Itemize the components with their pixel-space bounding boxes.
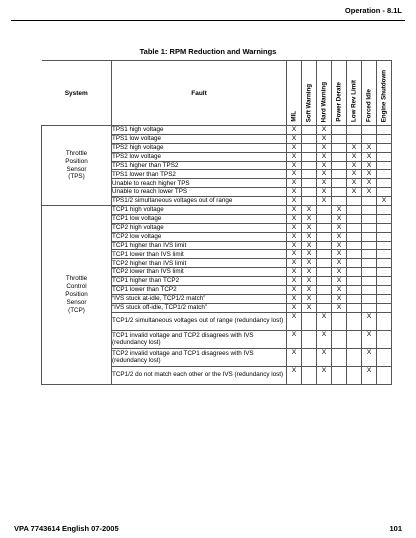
table-title: Table 1: RPM Reduction and Warnings [139, 47, 277, 56]
mark-cell: X [287, 126, 302, 135]
fault-cell: TCP1 higher than TCP2 [112, 277, 287, 286]
mark-cell [332, 161, 347, 170]
mark-cell [347, 259, 362, 268]
fault-cell: TPS1 lower than TPS2 [112, 170, 287, 179]
mark-cell: X [287, 277, 302, 286]
mark-cell: X [362, 179, 377, 188]
mark-cell [347, 268, 362, 277]
fault-cell: TCP1 lower than TCP2 [112, 286, 287, 295]
mark-cell: X [362, 170, 377, 179]
fault-cell: TCP1 lower than IVS limit [112, 250, 287, 259]
mark-cell [347, 348, 362, 366]
mark-cell: X [287, 286, 302, 295]
table-row [42, 206, 392, 215]
fault-cell: TCP2 higher than IVS limit [112, 259, 287, 268]
mark-cell [332, 134, 347, 143]
mark-cell [347, 250, 362, 259]
mark-cell: X [317, 366, 332, 384]
mark-cell [377, 134, 392, 143]
fault-cell: Unable to reach higher TPS [112, 179, 287, 188]
mark-cell [302, 348, 317, 366]
mark-cell [362, 250, 377, 259]
mark-cell [362, 268, 377, 277]
mark-cell: X [347, 152, 362, 161]
mark-cell [332, 366, 347, 384]
mark-cell: X [302, 232, 317, 241]
mark-cell: X [287, 250, 302, 259]
mark-cell: X [287, 179, 302, 188]
mark-cell [332, 312, 347, 330]
mark-cell [317, 294, 332, 303]
mark-cell [332, 143, 347, 152]
header-low-rev-limit: Low Rev Limit [347, 61, 362, 126]
mark-cell [332, 197, 347, 206]
fault-cell: TCP2 low voltage [112, 232, 287, 241]
mark-cell: X [287, 348, 302, 366]
mark-cell [362, 134, 377, 143]
mark-cell: X [317, 197, 332, 206]
mark-cell: X [287, 214, 302, 223]
mark-cell: X [317, 170, 332, 179]
mark-cell [347, 277, 362, 286]
mark-cell [347, 294, 362, 303]
mark-cell: X [287, 188, 302, 197]
mark-cell: X [362, 143, 377, 152]
mark-cell: X [287, 259, 302, 268]
fault-cell: TCP1 low voltage [112, 214, 287, 223]
mark-cell [302, 312, 317, 330]
mark-cell: X [332, 206, 347, 215]
header-fault: Fault [112, 61, 287, 126]
mark-cell: X [287, 206, 302, 215]
mark-cell: X [287, 152, 302, 161]
mark-cell [332, 179, 347, 188]
table-body [42, 126, 392, 385]
mark-cell [332, 170, 347, 179]
mark-cell: X [317, 161, 332, 170]
mark-cell [302, 170, 317, 179]
mark-cell: X [362, 348, 377, 366]
mark-cell [377, 206, 392, 215]
mark-cell: X [302, 223, 317, 232]
fault-cell: TCP2 high voltage [112, 223, 287, 232]
mark-cell [332, 330, 347, 348]
mark-cell: X [287, 143, 302, 152]
mark-cell [362, 303, 377, 312]
mark-cell [347, 197, 362, 206]
mark-cell: X [332, 232, 347, 241]
mark-cell [377, 188, 392, 197]
mark-cell: X [302, 259, 317, 268]
mark-cell [347, 223, 362, 232]
fault-cell: TPS1 low voltage [112, 134, 287, 143]
mark-cell: X [287, 241, 302, 250]
mark-cell [377, 179, 392, 188]
mark-cell: X [332, 214, 347, 223]
mark-cell [347, 330, 362, 348]
mark-cell [362, 206, 377, 215]
system-label-line: (TCP) [68, 306, 85, 314]
mark-cell [377, 259, 392, 268]
mark-cell [362, 232, 377, 241]
mark-cell [347, 206, 362, 215]
header-hard-warning: Hard Warning [317, 61, 332, 126]
mark-cell: X [302, 206, 317, 215]
mark-cell [362, 241, 377, 250]
mark-cell: X [347, 179, 362, 188]
header-soft-warning: Soft Warning [302, 61, 317, 126]
mark-cell [332, 348, 347, 366]
mark-cell [302, 330, 317, 348]
rpm-warnings-table [41, 60, 392, 385]
mark-cell: X [287, 223, 302, 232]
mark-cell [377, 268, 392, 277]
mark-cell: X [302, 277, 317, 286]
fault-cell: TCP1 invalid voltage and TCP2 disagrees with IVS (redundancy lost) [112, 330, 287, 348]
fault-cell: TPS1 high voltage [112, 126, 287, 135]
mark-cell: X [362, 312, 377, 330]
mark-cell [377, 232, 392, 241]
mark-cell: X [287, 134, 302, 143]
mark-cell [302, 188, 317, 197]
fault-cell: TCP1 high voltage [112, 206, 287, 215]
fault-cell: TPS2 low voltage [112, 152, 287, 161]
mark-cell [347, 241, 362, 250]
header-rule [11, 20, 405, 21]
fault-cell: “IVS stuck off-idle, TCP1/2 match” [112, 303, 287, 312]
mark-cell: X [332, 241, 347, 250]
mark-cell [302, 366, 317, 384]
mark-cell [362, 294, 377, 303]
mark-cell [332, 188, 347, 197]
mark-cell [362, 197, 377, 206]
mark-cell [362, 126, 377, 135]
header-engine-shutdown: Engine Shutdown [377, 61, 392, 126]
mark-cell: X [287, 366, 302, 384]
mark-cell: X [317, 348, 332, 366]
mark-cell: X [362, 366, 377, 384]
system-label-line: Control [66, 283, 87, 291]
mark-cell: X [362, 161, 377, 170]
mark-cell: X [317, 312, 332, 330]
fault-cell: “IVS stuck at-idle, TCP1/2 match” [112, 294, 287, 303]
mark-cell [302, 143, 317, 152]
mark-cell: X [362, 152, 377, 161]
system-label-line: Position [65, 290, 88, 298]
mark-cell [317, 232, 332, 241]
mark-cell: X [332, 294, 347, 303]
mark-cell [377, 161, 392, 170]
mark-cell [302, 161, 317, 170]
mark-cell: X [362, 330, 377, 348]
mark-cell [347, 214, 362, 223]
mark-cell: X [317, 330, 332, 348]
mark-cell [377, 152, 392, 161]
mark-cell: X [347, 143, 362, 152]
mark-cell [377, 286, 392, 295]
mark-cell [317, 206, 332, 215]
mark-cell: X [332, 286, 347, 295]
mark-cell: X [287, 303, 302, 312]
mark-cell [377, 170, 392, 179]
mark-cell: X [287, 161, 302, 170]
mark-cell [347, 286, 362, 295]
system-cell [42, 206, 112, 385]
fault-cell: TCP2 invalid voltage and TCP1 disagrees with IVS (redundancy lost) [112, 348, 287, 366]
mark-cell [317, 259, 332, 268]
mark-cell [347, 232, 362, 241]
mark-cell [377, 348, 392, 366]
mark-cell: X [302, 294, 317, 303]
mark-cell [377, 330, 392, 348]
fault-cell: TPS2 high voltage [112, 143, 287, 152]
mark-cell [302, 152, 317, 161]
mark-cell [317, 277, 332, 286]
mark-cell [377, 143, 392, 152]
mark-cell: X [317, 143, 332, 152]
mark-cell [347, 126, 362, 135]
fault-cell: TCP1 higher than IVS limit [112, 241, 287, 250]
system-label-line: (TPS) [68, 173, 85, 181]
mark-cell [362, 277, 377, 286]
mark-cell [377, 250, 392, 259]
fault-cell: TPS1/2 simultaneous voltages out of range [112, 197, 287, 206]
fault-cell: TPS1 higher than TPS2 [112, 161, 287, 170]
mark-cell: X [302, 303, 317, 312]
mark-cell: X [362, 188, 377, 197]
mark-cell [302, 197, 317, 206]
mark-cell: X [287, 268, 302, 277]
mark-cell: X [332, 259, 347, 268]
mark-cell [377, 214, 392, 223]
mark-cell: X [287, 197, 302, 206]
mark-cell [302, 134, 317, 143]
mark-cell: X [302, 241, 317, 250]
system-label-line: Sensor [66, 298, 87, 306]
fault-cell: TCP1/2 do not match each other or the IVS (redundancy lost) [112, 366, 287, 384]
mark-cell [377, 126, 392, 135]
mark-cell: X [332, 277, 347, 286]
mark-cell: X [317, 134, 332, 143]
mark-cell [317, 223, 332, 232]
mark-cell [332, 126, 347, 135]
mark-cell: X [302, 250, 317, 259]
mark-cell: X [332, 303, 347, 312]
document-id: VPA 7743614 English 07-2005 [14, 524, 119, 533]
fault-cell: Unable to reach lower TPS [112, 188, 287, 197]
mark-cell [317, 250, 332, 259]
fault-cell: TCP2 lower than IVS limit [112, 268, 287, 277]
page-number: 101 [389, 524, 402, 533]
header-mil: MIL [287, 61, 302, 126]
mark-cell: X [287, 330, 302, 348]
mark-cell: X [317, 179, 332, 188]
mark-cell [332, 152, 347, 161]
mark-cell [317, 268, 332, 277]
fault-cell: TCP1/2 simultaneous voltages out of range (redundancy lost) [112, 312, 287, 330]
mark-cell: X [302, 214, 317, 223]
mark-cell [302, 179, 317, 188]
mark-cell: X [347, 170, 362, 179]
mark-cell [317, 286, 332, 295]
mark-cell: X [332, 268, 347, 277]
system-label-line: Throttle [65, 149, 88, 157]
mark-cell: X [377, 197, 392, 206]
mark-cell [377, 294, 392, 303]
header-power-derate: Power Derate [332, 61, 347, 126]
mark-cell [377, 223, 392, 232]
mark-cell: X [287, 294, 302, 303]
section-title: Operation - 8.1L [344, 6, 402, 15]
table-row [42, 126, 392, 135]
header-system: System [42, 61, 112, 126]
mark-cell [317, 214, 332, 223]
mark-cell: X [287, 170, 302, 179]
mark-cell: X [347, 161, 362, 170]
mark-cell [347, 134, 362, 143]
mark-cell [347, 366, 362, 384]
mark-cell: X [332, 223, 347, 232]
system-label-line: Throttle [65, 275, 88, 283]
mark-cell [377, 241, 392, 250]
system-label-line: Sensor [66, 165, 87, 173]
mark-cell: X [287, 312, 302, 330]
mark-cell: X [347, 188, 362, 197]
mark-cell: X [317, 188, 332, 197]
mark-cell [377, 303, 392, 312]
table-header-row [42, 61, 392, 126]
mark-cell [377, 277, 392, 286]
mark-cell [317, 303, 332, 312]
mark-cell [347, 312, 362, 330]
mark-cell [302, 126, 317, 135]
mark-cell [362, 259, 377, 268]
system-label-line: Position [65, 157, 88, 165]
mark-cell: X [287, 232, 302, 241]
mark-cell [362, 214, 377, 223]
mark-cell: X [317, 126, 332, 135]
header-forced-idle: Forced Idle [362, 61, 377, 126]
system-cell [42, 126, 112, 206]
mark-cell: X [332, 250, 347, 259]
mark-cell [317, 241, 332, 250]
mark-cell [377, 366, 392, 384]
mark-cell: X [302, 268, 317, 277]
mark-cell [347, 303, 362, 312]
mark-cell [362, 286, 377, 295]
mark-cell [377, 312, 392, 330]
mark-cell: X [302, 286, 317, 295]
mark-cell [362, 223, 377, 232]
mark-cell: X [317, 152, 332, 161]
